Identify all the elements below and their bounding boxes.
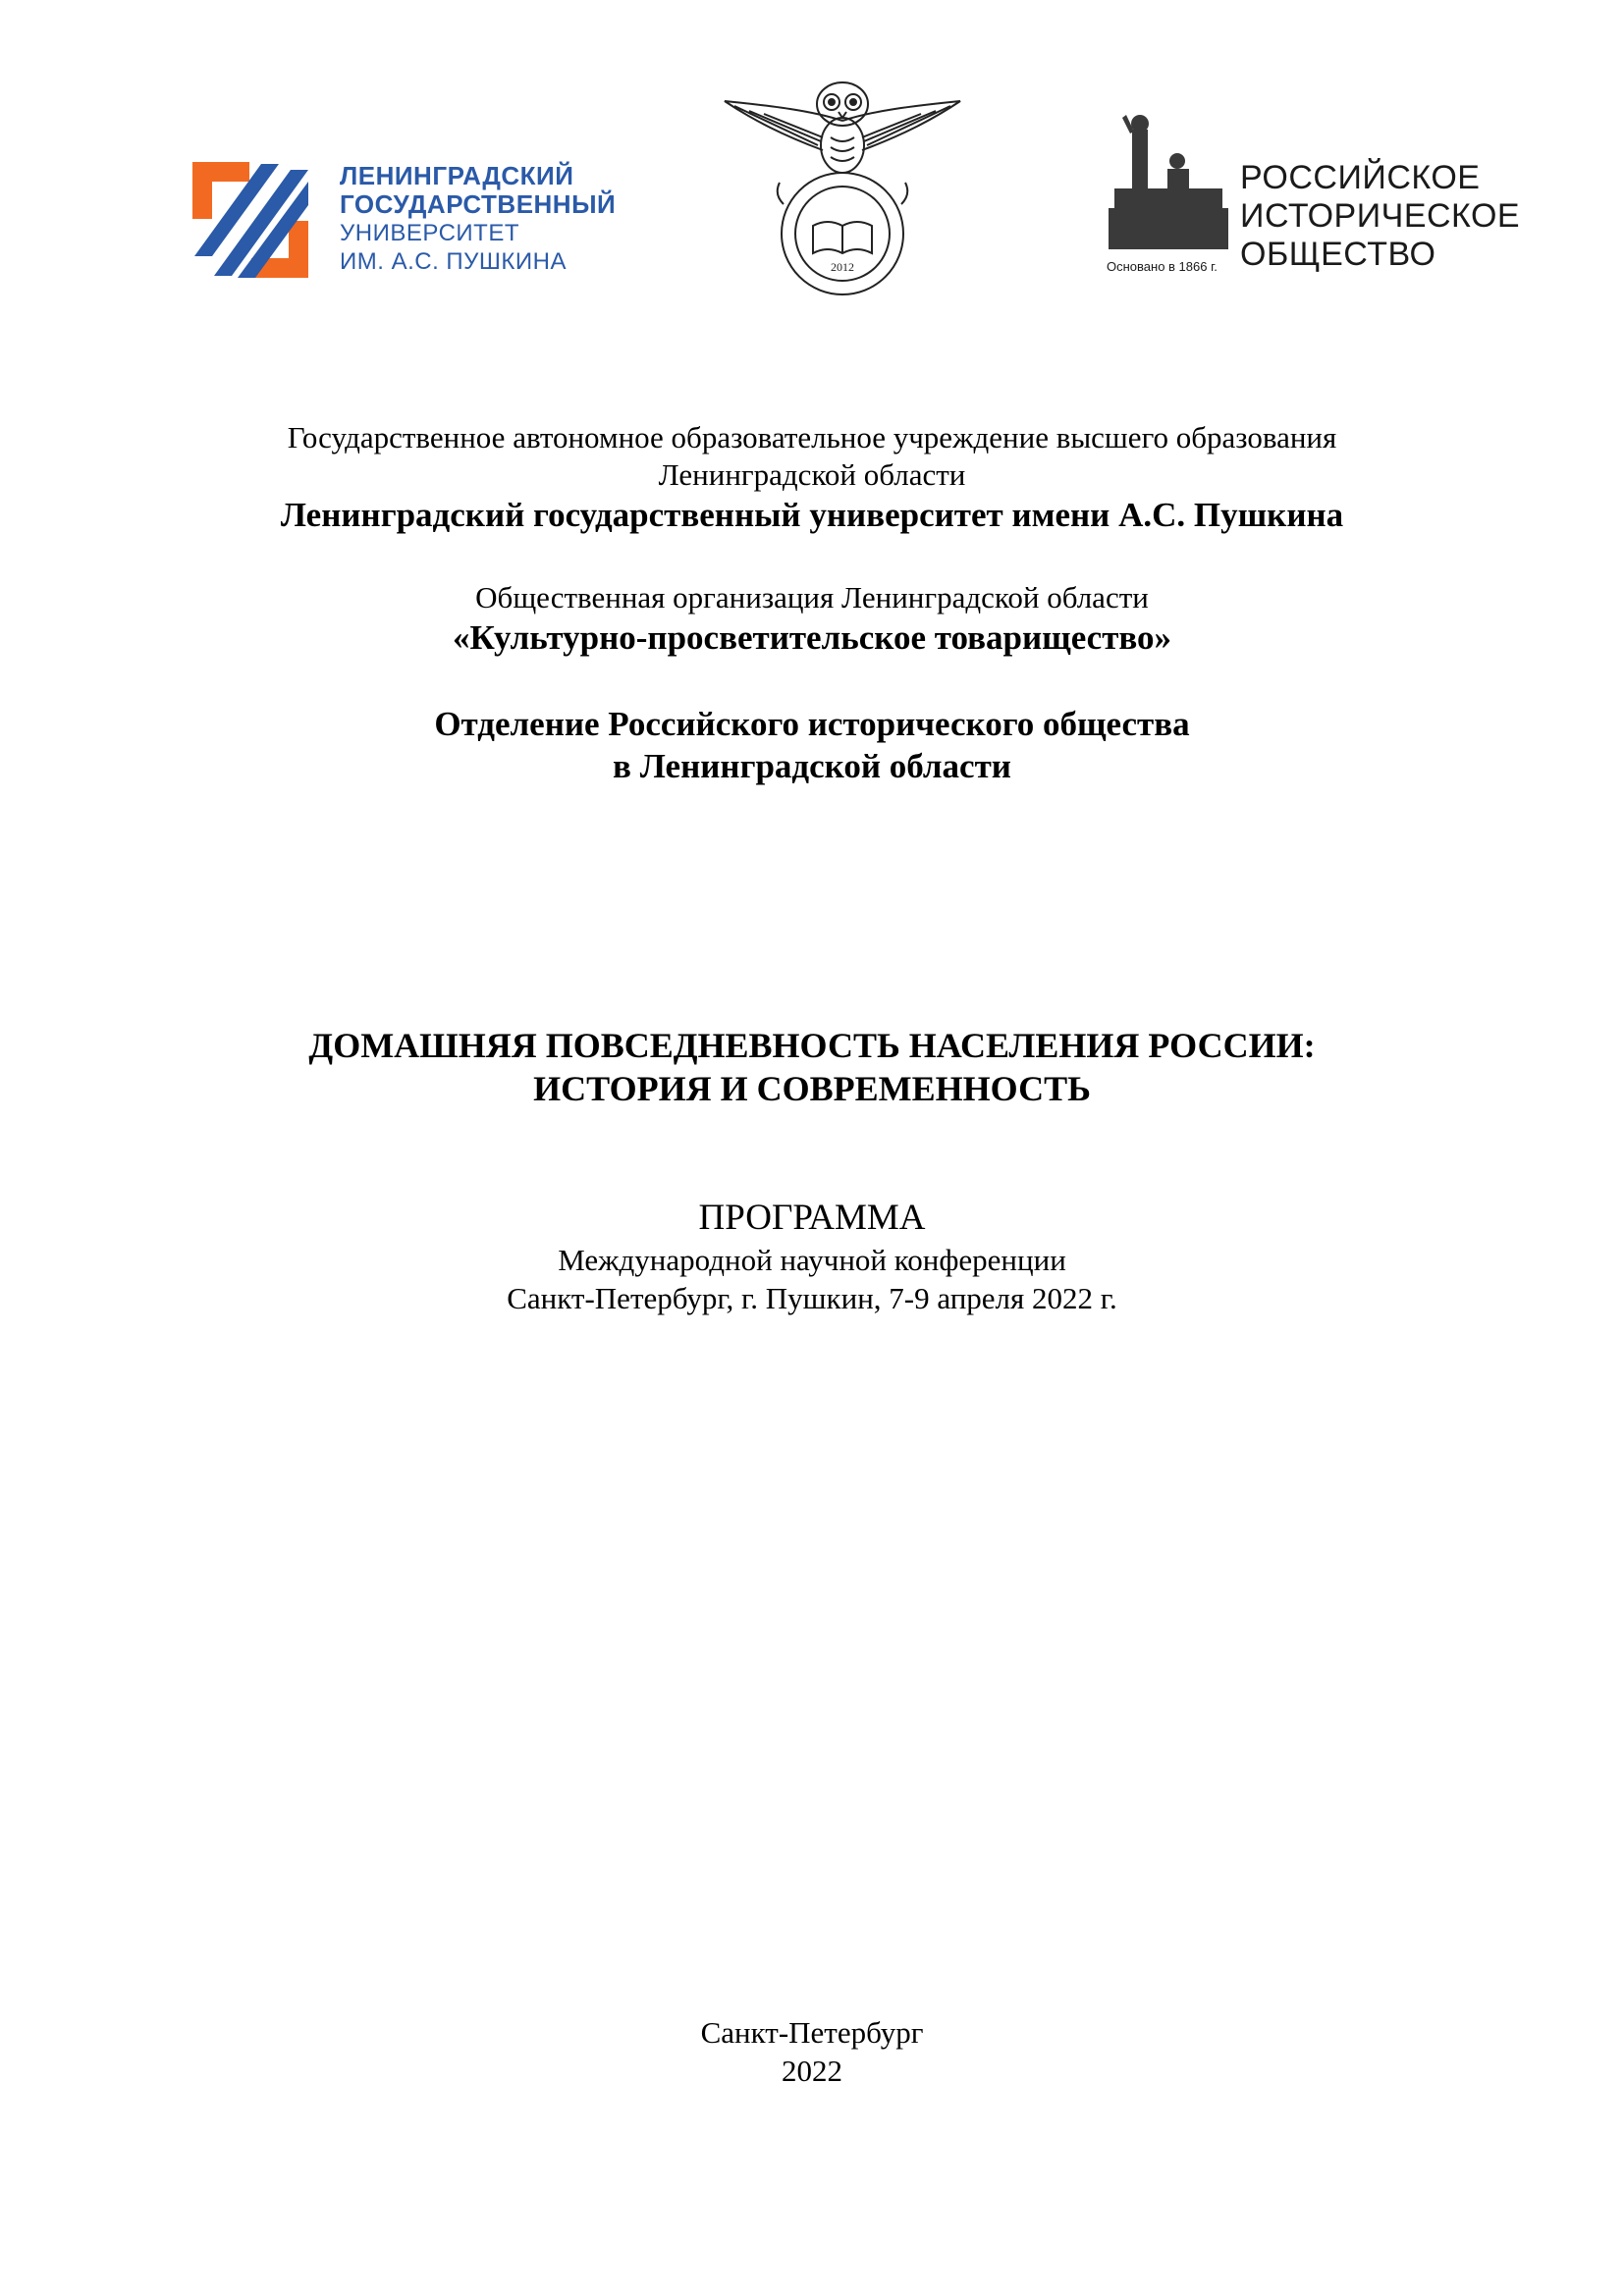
owl-seal-year: 2012 <box>831 260 854 274</box>
lgu-line-2: ГОСУДАРСТВЕННЫЙ <box>340 189 617 219</box>
footer-year: 2022 <box>782 2054 842 2088</box>
title-line-2: ИСТОРИЯ И СОВРЕМЕННОСТЬ <box>533 1069 1091 1108</box>
rio-line-2: ИСТОРИЧЕСКОЕ <box>1240 197 1521 235</box>
rio-branch-line-2: в Ленинградской области <box>613 747 1011 785</box>
lgu-line-4: ИМ. А.С. ПУШКИНА <box>340 248 567 275</box>
lgu-wordmark <box>340 162 616 276</box>
rio-wordmark <box>1240 159 1520 274</box>
rio-founded: Основано в 1866 г. <box>1107 259 1218 274</box>
program-heading: ПРОГРАММА <box>698 1198 926 1238</box>
rio-line-1: РОССИЙСКОЕ <box>1240 159 1481 196</box>
lgu-line-1: ЛЕНИНГРАДСКИЙ <box>340 161 574 190</box>
lgu-line-3: УНИВЕРСИТЕТ <box>340 220 519 246</box>
org-name: «Культурно-просветительское товарищество» <box>452 618 1172 657</box>
title-line-1: ДОМАШНЯЯ ПОВСЕДНЕВНОСТЬ НАСЕЛЕНИЯ РОССИИ: <box>308 1026 1316 1065</box>
rio-logo <box>1105 110 1521 277</box>
institution-line-2: Ленинградской области <box>658 457 966 492</box>
institution-line-1: Государственное автономное образовательное учреждение высшего образования <box>287 420 1337 454</box>
rio-branch-line-1: Отделение Российского исторического общества <box>434 705 1190 743</box>
university-name: Ленинградский государственный университет имени А.С. Пушкина <box>280 496 1344 534</box>
org-line: Общественная организация Ленинградской области <box>475 580 1149 614</box>
rio-line-3: ОБЩЕСТВО <box>1240 236 1436 273</box>
owl-emblem-icon <box>715 67 970 307</box>
program-place-date: Санкт-Петербург, г. Пушкин, 7-9 апреля 2022 г. <box>507 1281 1117 1315</box>
program-subtitle: Международной научной конференции <box>558 1243 1066 1277</box>
owl-seal-logo <box>715 67 970 307</box>
monument-emblem-icon <box>1105 110 1232 257</box>
footer-city: Санкт-Петербург <box>700 2015 924 2050</box>
lgu-emblem-icon <box>192 162 308 278</box>
lgu-logo <box>192 161 617 280</box>
